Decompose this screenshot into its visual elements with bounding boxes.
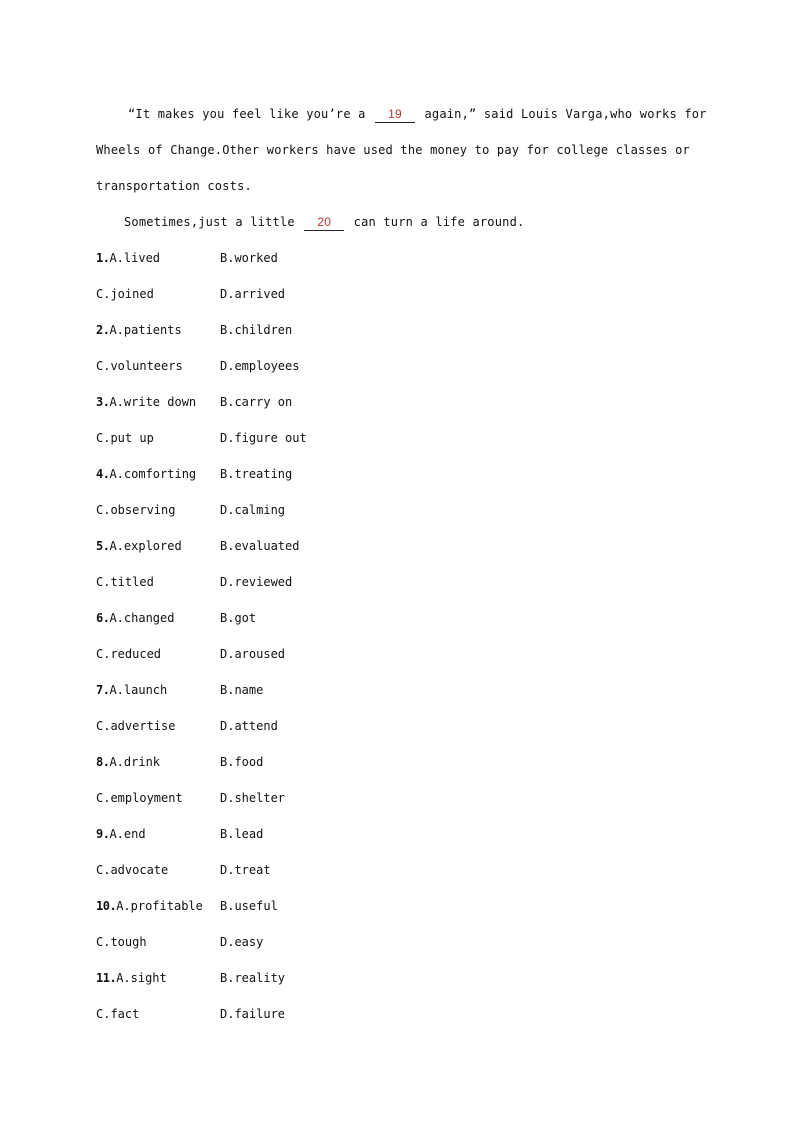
question-row-cd bbox=[96, 644, 696, 680]
option-d: D.reviewed bbox=[220, 575, 293, 589]
blank-20: 20 bbox=[304, 214, 344, 231]
question-row-ab bbox=[96, 968, 696, 1004]
question-row-cd bbox=[96, 860, 696, 896]
option-d: D.easy bbox=[220, 935, 264, 949]
option-a-text: A.end bbox=[109, 827, 146, 841]
option-a bbox=[96, 320, 220, 356]
passage-text: Sometimes,just a little bbox=[124, 215, 295, 229]
option-a-text: A.changed bbox=[109, 611, 175, 625]
option-b: B.worked bbox=[220, 251, 278, 265]
question-row-cd bbox=[96, 428, 696, 464]
option-a-text: A.write down bbox=[109, 395, 197, 409]
question-row-cd bbox=[96, 932, 696, 968]
blank-19: 19 bbox=[375, 106, 415, 123]
option-c: C.observing bbox=[96, 503, 176, 517]
option-d: D.failure bbox=[220, 1007, 286, 1021]
option-a bbox=[96, 392, 220, 428]
option-a-text: A.drink bbox=[109, 755, 161, 769]
passage-text: transportation costs. bbox=[96, 179, 252, 193]
question-number: 1. bbox=[96, 251, 110, 265]
option-d: D.treat bbox=[220, 863, 271, 877]
option-a bbox=[96, 536, 220, 572]
question-row-ab bbox=[96, 536, 696, 572]
question-row-ab bbox=[96, 392, 696, 428]
option-d: D.attend bbox=[220, 719, 278, 733]
option-b: B.useful bbox=[220, 899, 278, 913]
question-row-ab bbox=[96, 464, 696, 500]
option-c: C.put up bbox=[96, 431, 154, 445]
question-number: 2. bbox=[96, 323, 110, 337]
passage-line-3 bbox=[96, 176, 696, 212]
option-b: B.food bbox=[220, 755, 264, 769]
option-a bbox=[96, 248, 220, 284]
question-row-cd bbox=[96, 572, 696, 608]
option-c: C.titled bbox=[96, 575, 154, 589]
option-c: C.fact bbox=[96, 1007, 140, 1021]
question-list bbox=[96, 248, 696, 1040]
option-a bbox=[96, 680, 220, 716]
option-b: B.evaluated bbox=[220, 539, 300, 553]
passage-text: Wheels of Change.Other workers have used the money to pay for college classes or bbox=[96, 143, 690, 157]
option-c: C.reduced bbox=[96, 647, 162, 661]
option-a bbox=[96, 968, 220, 1004]
option-a bbox=[96, 464, 220, 500]
option-a-text: A.lived bbox=[109, 251, 161, 265]
option-a bbox=[96, 608, 220, 644]
question-row-cd bbox=[96, 788, 696, 824]
passage-line-2 bbox=[96, 140, 696, 176]
question-number: 5. bbox=[96, 539, 110, 553]
question-row-ab bbox=[96, 680, 696, 716]
passage-line-4 bbox=[96, 212, 696, 248]
option-b: B.reality bbox=[220, 971, 286, 985]
option-b: B.lead bbox=[220, 827, 264, 841]
question-number: 9. bbox=[96, 827, 110, 841]
option-c: C.employment bbox=[96, 791, 183, 805]
passage-text: “It makes you feel like you’re a bbox=[128, 107, 366, 121]
question-row-ab bbox=[96, 248, 696, 284]
question-number: 10. bbox=[96, 899, 117, 913]
question-number: 7. bbox=[96, 683, 110, 697]
option-a bbox=[96, 896, 220, 932]
option-b: B.got bbox=[220, 611, 257, 625]
option-a-text: A.launch bbox=[109, 683, 168, 697]
option-a-text: A.profitable bbox=[116, 899, 203, 913]
option-a bbox=[96, 824, 220, 860]
option-c: C.joined bbox=[96, 287, 154, 301]
option-a-text: A.explored bbox=[109, 539, 182, 553]
question-row-ab bbox=[96, 320, 696, 356]
option-b: B.treating bbox=[220, 467, 293, 481]
question-row-cd bbox=[96, 284, 696, 320]
question-row-cd bbox=[96, 500, 696, 536]
question-number: 11. bbox=[96, 971, 117, 985]
option-a-text: A.comforting bbox=[109, 467, 197, 481]
option-d: D.employees bbox=[220, 359, 300, 373]
option-b: B.children bbox=[220, 323, 293, 337]
question-row-ab bbox=[96, 896, 696, 932]
option-c: C.advertise bbox=[96, 719, 176, 733]
option-c: C.tough bbox=[96, 935, 147, 949]
question-row-ab bbox=[96, 752, 696, 788]
question-row-cd bbox=[96, 716, 696, 752]
option-d: D.figure out bbox=[220, 431, 307, 445]
question-row-cd bbox=[96, 1004, 696, 1040]
question-number: 8. bbox=[96, 755, 110, 769]
option-b: B.carry on bbox=[220, 395, 293, 409]
passage-text: can turn a life around. bbox=[353, 215, 525, 229]
option-d: D.calming bbox=[220, 503, 286, 517]
option-a-text: A.patients bbox=[109, 323, 182, 337]
question-row-cd bbox=[96, 356, 696, 392]
option-a bbox=[96, 752, 220, 788]
option-c: C.volunteers bbox=[96, 359, 183, 373]
question-number: 3. bbox=[96, 395, 110, 409]
question-row-ab bbox=[96, 608, 696, 644]
passage-text: again,” said Louis Varga,who works for bbox=[424, 107, 707, 121]
question-number: 6. bbox=[96, 611, 110, 625]
option-d: D.aroused bbox=[220, 647, 286, 661]
question-row-ab bbox=[96, 824, 696, 860]
document-page bbox=[96, 104, 707, 1040]
option-c: C.advocate bbox=[96, 863, 169, 877]
option-d: D.arrived bbox=[220, 287, 286, 301]
option-d: D.shelter bbox=[220, 791, 286, 805]
option-a-text: A.sight bbox=[116, 971, 167, 985]
question-number: 4. bbox=[96, 467, 110, 481]
option-b: B.name bbox=[220, 683, 264, 697]
passage-line-1 bbox=[96, 104, 707, 140]
